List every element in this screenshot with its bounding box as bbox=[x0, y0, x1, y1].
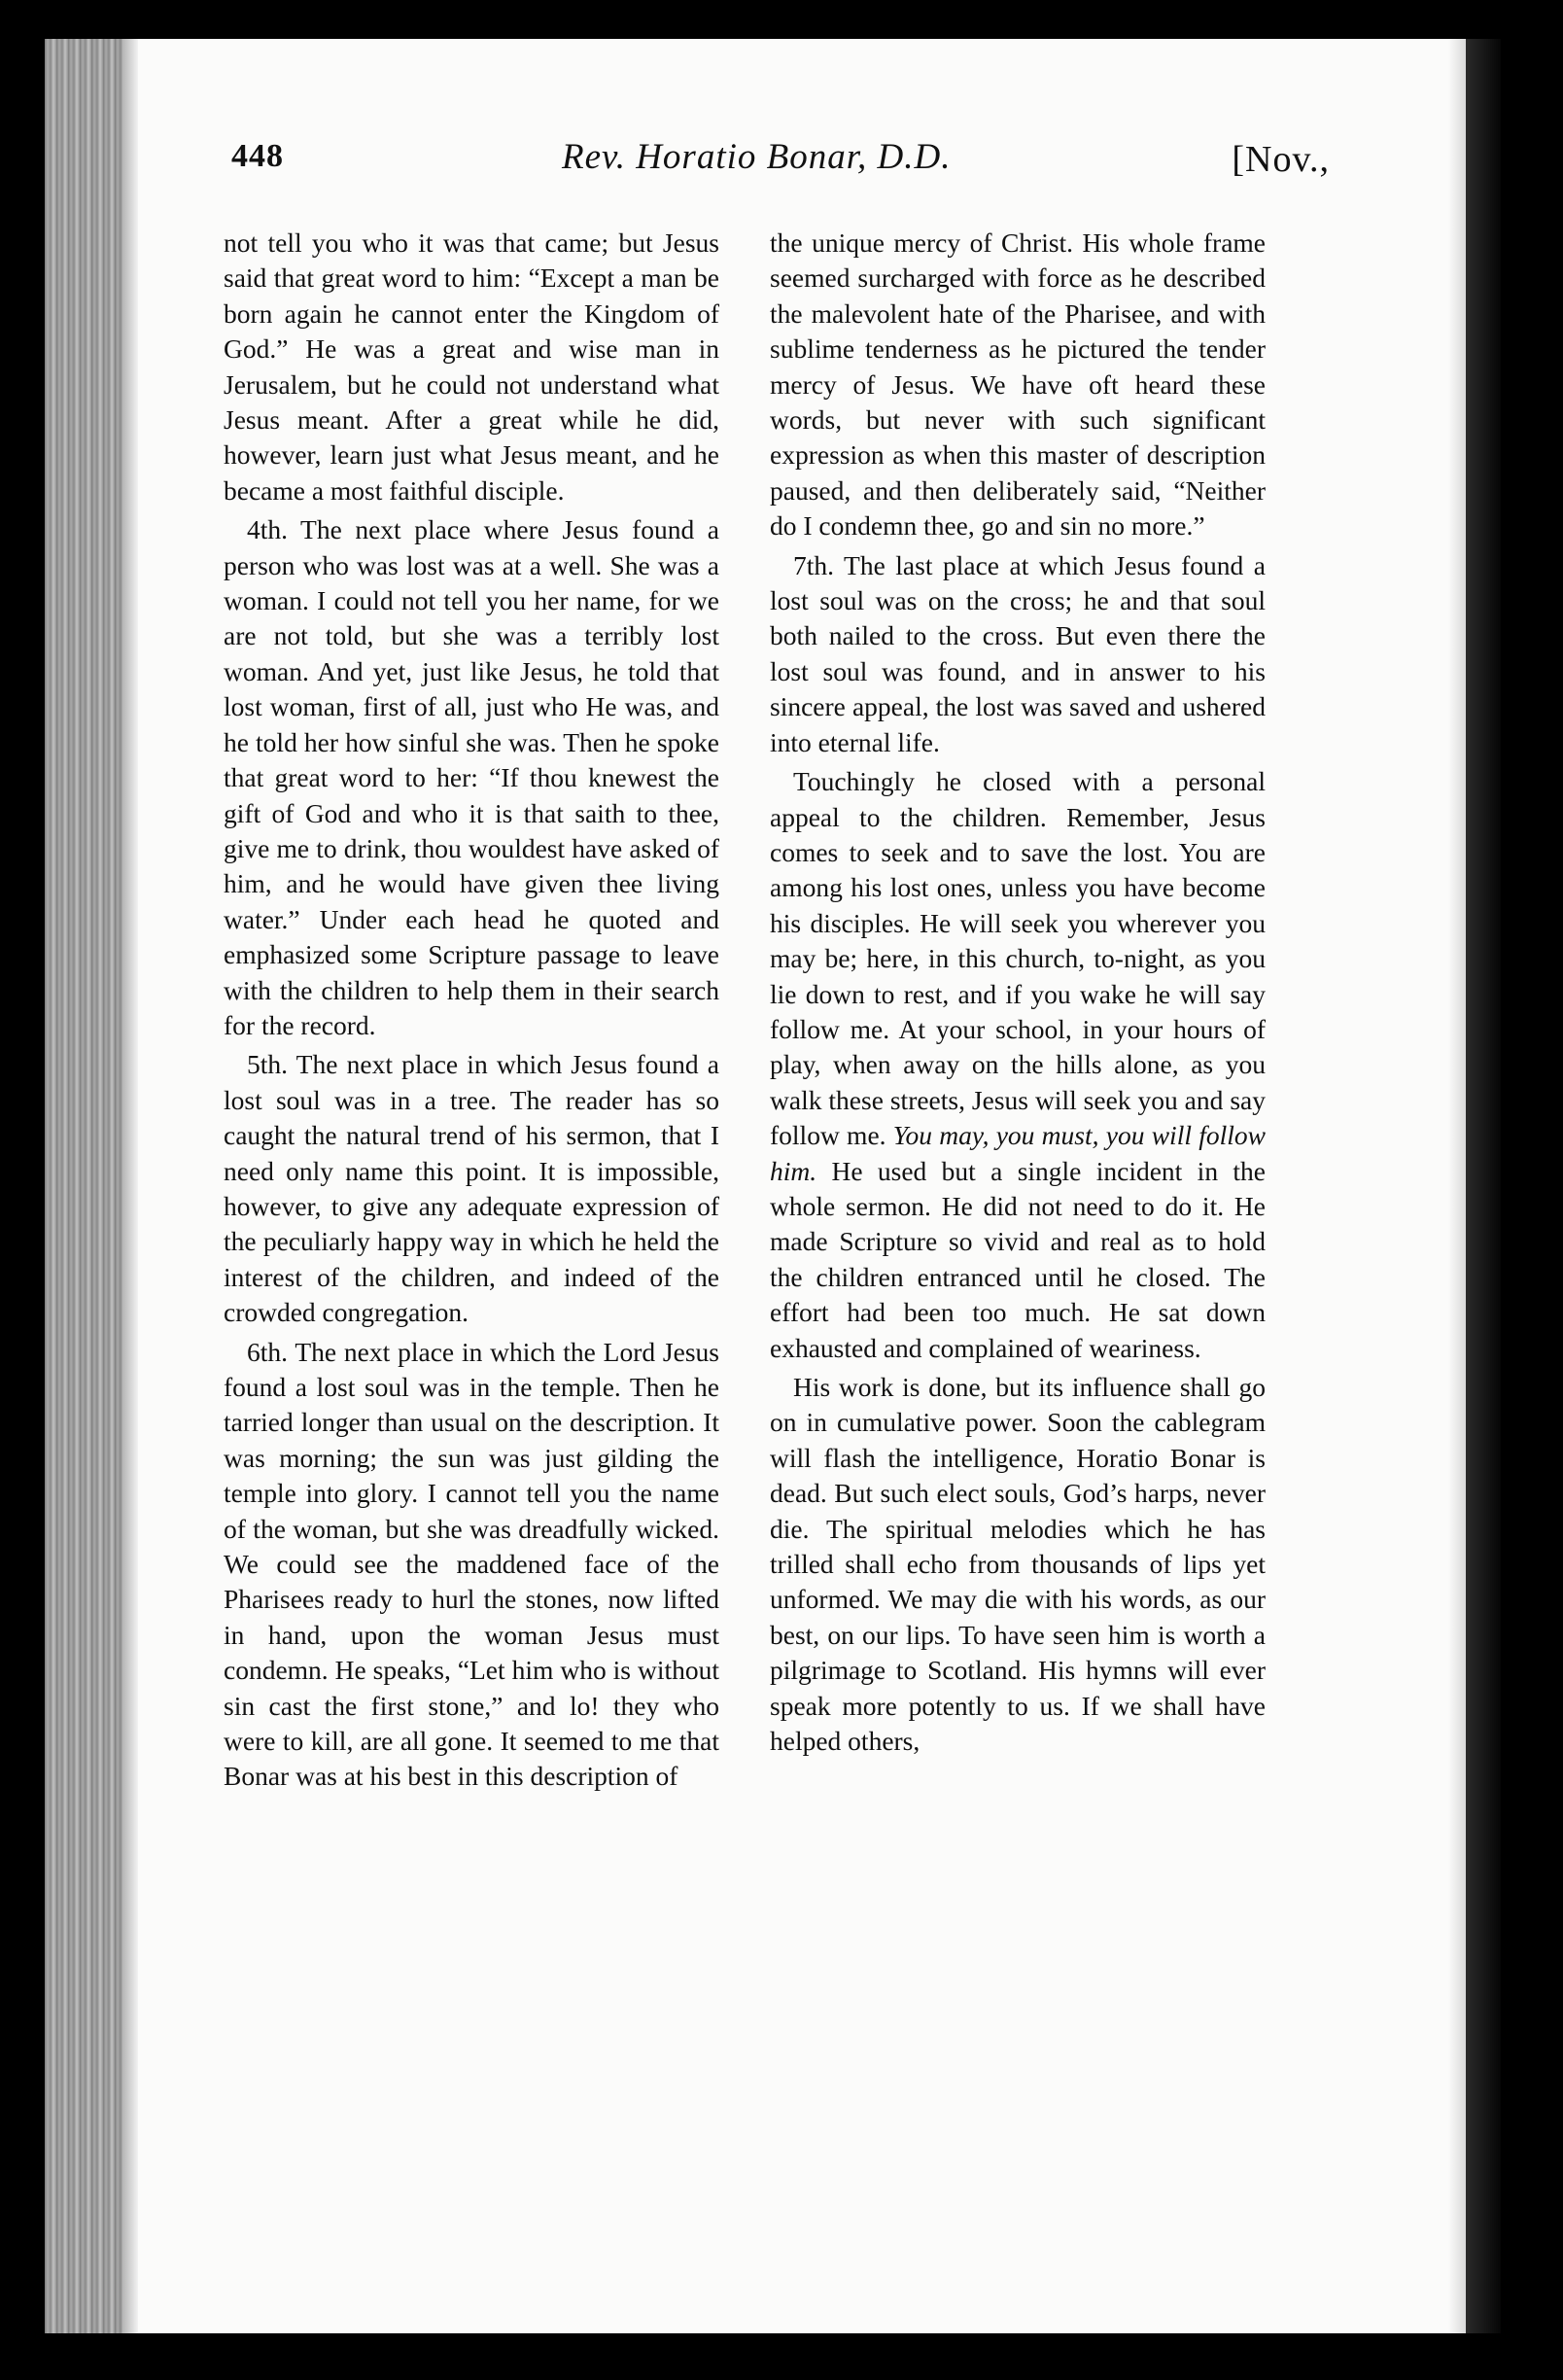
paragraph: 4th. The next place where Jesus found a person who was lost was at a well. She was a woman. I could not tell you her name, for we are not told, but she was a terribly lost woman. And yet, just like Jesus, he told that lost woman, first of all, just who He was, and he told her how sinful she was. Then he spoke that great word to her: “If thou knewest the gift of God and who it is that saith to thee, give me to drink, thou wouldest have asked of him, and he would have given thee living water.” Under each head he quoted and emphasized some Scripture passage to leave with the children to help them in their search for the record. bbox=[224, 514, 719, 1040]
binding-gutter bbox=[45, 39, 138, 2333]
paragraph: 6th. The next place in which the Lord Jesus found a lost soul was in the temple. Then he tarried longer than usual on the description. It was morning; the sun was just gilding the temple into glory. I cannot tell you the name of the woman, but she was dreadfully wicked. We could see the maddened face of the Pharisees ready to hurl the stones, now lifted in hand, upon the woman Jesus must condemn. He speaks, “Let him who is without sin cast the first stone,” and lo! they who were to kill, are all gone. It seemed to me that Bonar was at his best in this description of bbox=[224, 1336, 719, 1792]
running-head bbox=[231, 115, 1330, 180]
page-number: 448 bbox=[231, 138, 284, 174]
running-title: Rev. Horatio Bonar, D.D. bbox=[562, 137, 952, 177]
paragraph-text: Touchingly he closed with a personal appeal to the children. Remember, Jesus comes to seek and to save the lost. You are among his lost ones, unless you have become his disciples. He will seek you wherever you may be; here, in this church, to-night, as you lie down to rest, and if you wake he will say follow me. At your school, in your hours of play, when away on the hills alone, as you walk these streets, Jesus will seek you and say follow me. bbox=[770, 766, 1266, 1151]
paragraph: not tell you who it was that came; but Jesus said that great word to him: “Except a man be born again he cannot enter the Kingdom of God.” He was a great and wise man in Jerusalem, but he could not understand what Jesus meant. After a great while he did, however, learn just what Jesus meant, and he became a most faithful disciple. bbox=[224, 228, 719, 506]
facing-page-edge bbox=[1466, 39, 1501, 2333]
left-column bbox=[224, 226, 719, 1795]
paragraph: 5th. The next place in which Jesus found a lost soul was in a tree. The reader has so caught the natural trend of his sermon, that I need only name this point. It is impossible, however, to give any adequate expression of the peculiarly happy way in which he held the interest of the children, and indeed of the crowded congregation. bbox=[224, 1049, 719, 1328]
paragraph-text: He used but a single incident in the whole sermon. He did not need to do it. He made Scripture so vivid and real as to hold the children entranced until he closed. The effort had been too much. He sat down exhausted and complained of weariness. bbox=[770, 1155, 1267, 1363]
paragraph: 7th. The last place at which Jesus found a lost soul was on the cross; he and that soul both nailed to the cross. But even there the lost soul was found, and in answer to his sincere appeal, the lost was saved and ushered into eternal life. bbox=[770, 549, 1266, 757]
italic-emphasis: You may, you must, you will follow him. bbox=[770, 1120, 1266, 1186]
running-month: [Nov., bbox=[1232, 139, 1330, 180]
paragraph: His work is done, but its influence shall go on in cumulative power. Soon the cablegram will flash the intelligence, Horatio Bonar is dead. But such elect souls, God’s harps, never die. The spiritual melodies which he has trilled shall echo from thousands of lips yet unformed. We may die with his words, as our best, on our lips. To have seen him is worth a pilgrimage to Scotland. His hymns will ever speak more potently to us. If we shall have helped others, bbox=[770, 1372, 1266, 1757]
paragraph: the unique mercy of Christ. His whole frame seemed surcharged with force as he described the malevolent hate of the Pharisee, and with sublime tenderness as he pictured the tender mercy of Jesus. We have oft heard these words, but never with such significant expression as when this master of description paused, and then deliberately said, “Neither do I condemn thee, go and sin no more.” bbox=[770, 228, 1266, 542]
right-column bbox=[770, 226, 1266, 1759]
paragraph bbox=[770, 764, 1266, 1366]
